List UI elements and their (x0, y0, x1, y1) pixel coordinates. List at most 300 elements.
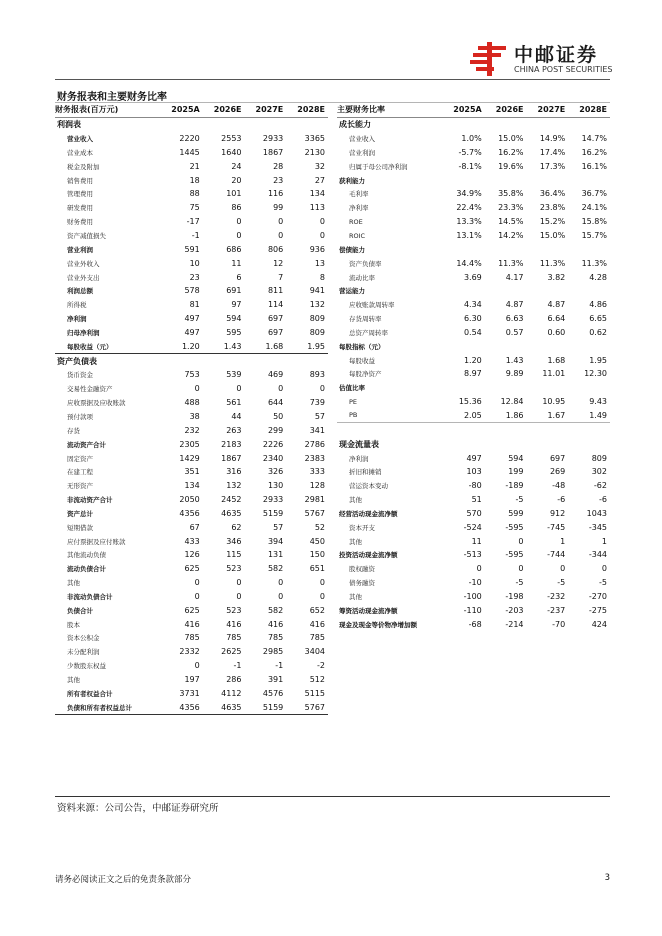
row-label: 未分配利润 (67, 648, 100, 657)
footer-disclaimer: 请务必阅读正文之后的免责条款部分 (55, 875, 192, 885)
value-cell: 326 (267, 467, 284, 477)
table-row (55, 423, 328, 437)
row-label: 资本开支 (349, 523, 375, 532)
value-cell: -1 (275, 661, 284, 671)
value-cell (527, 173, 569, 187)
value-cell: 2340 (262, 453, 284, 463)
table-row (337, 326, 610, 340)
value-cell (443, 242, 485, 256)
left-header-cell: 2028E (286, 103, 328, 117)
row-label: 获利能力 (339, 176, 365, 185)
value-cell (568, 437, 610, 451)
value-cell: 697 (267, 327, 284, 337)
value-cell: 44 (231, 411, 242, 421)
company-logo (470, 40, 620, 78)
row-label: 流动负债合计 (67, 565, 106, 574)
value-cell: 1.95 (286, 339, 328, 353)
row-label: 短期借款 (67, 523, 93, 532)
value-cell: 0 (319, 217, 325, 227)
value-cell: 15.36 (458, 397, 482, 407)
table-row (337, 409, 610, 423)
row-label: 归属于母公司净利润 (349, 162, 408, 171)
value-cell (527, 284, 569, 298)
value-cell: -270 (588, 591, 607, 601)
value-cell: 1867 (221, 453, 242, 463)
value-cell: 0 (236, 578, 242, 588)
value-cell: 4356 (161, 700, 203, 714)
value-cell: 17.3% (539, 161, 566, 171)
value-cell: 1.86 (485, 409, 527, 423)
table-row (337, 534, 610, 548)
value-cell: 11.3% (581, 258, 607, 268)
value-cell: 3.69 (463, 272, 482, 282)
row-label: 总资产周转率 (349, 328, 388, 337)
value-cell: 62 (231, 522, 242, 532)
value-cell: 591 (184, 244, 200, 254)
value-cell (443, 423, 485, 437)
value-cell: 128 (309, 481, 325, 491)
row-label: 预付款项 (67, 412, 93, 421)
table-row (55, 410, 328, 424)
value-cell: 126 (184, 550, 200, 560)
value-cell: 785 (226, 633, 242, 643)
value-cell (443, 173, 485, 187)
value-cell: 4.34 (463, 300, 482, 310)
value-cell: 2553 (221, 134, 242, 144)
row-label: 非流动资产合计 (67, 496, 113, 505)
value-cell: 2933 (262, 134, 284, 144)
value-cell: -80 (468, 481, 482, 491)
value-cell: -595 (505, 550, 524, 560)
table-row (55, 201, 328, 215)
row-label: 营业收入 (67, 135, 93, 144)
value-cell: 32 (314, 161, 325, 171)
value-cell: 2220 (179, 134, 200, 144)
value-cell: 11.01 (542, 369, 566, 379)
value-cell: 4.86 (589, 300, 607, 310)
row-label: 营运资本变动 (349, 482, 388, 491)
value-cell: 1043 (586, 508, 607, 518)
table-row (337, 562, 610, 576)
value-cell (485, 284, 527, 298)
value-cell: -189 (505, 481, 524, 491)
row-label: 毛利率 (349, 190, 369, 199)
value-cell: 14.4% (456, 258, 482, 268)
value-cell: 4112 (221, 688, 242, 698)
value-cell: 1640 (221, 147, 242, 157)
row-label: 归母净利润 (67, 328, 100, 337)
value-cell: 16.1% (581, 161, 607, 171)
table-row (55, 396, 328, 410)
value-cell: 103 (466, 467, 482, 477)
value-cell: 18 (189, 175, 200, 185)
value-cell: 232 (184, 425, 200, 435)
table-row (337, 520, 610, 534)
row-label: 利润表 (57, 120, 81, 130)
table-row (337, 465, 610, 479)
row-label: 资产负债表 (57, 356, 97, 366)
row-label: PE (349, 397, 358, 406)
value-cell: 582 (267, 564, 284, 574)
value-cell (568, 242, 610, 256)
table-row (337, 270, 610, 284)
value-cell: 497 (466, 453, 482, 463)
value-cell: 3365 (304, 134, 325, 144)
value-cell: -275 (588, 605, 607, 615)
left-header-cell: 财务报表(百万元) (55, 103, 161, 117)
value-cell: 3731 (179, 688, 200, 698)
value-cell: 316 (226, 467, 242, 477)
value-cell: 24.1% (581, 203, 607, 213)
table-row (55, 506, 328, 520)
value-cell: 132 (309, 300, 325, 310)
value-cell (443, 437, 485, 451)
value-cell: 11.3% (498, 258, 524, 268)
value-cell: 753 (184, 370, 200, 380)
value-cell: 19.6% (498, 161, 524, 171)
row-label: ROE (349, 217, 363, 226)
value-cell: 570 (466, 508, 482, 518)
value-cell: 0 (518, 536, 524, 546)
value-cell: 2452 (221, 495, 242, 505)
value-cell (527, 117, 569, 131)
value-cell: 0 (319, 591, 325, 601)
table-row (337, 312, 610, 326)
value-cell: 35.8% (498, 189, 524, 199)
table-row (55, 284, 328, 298)
value-cell: -5 (515, 578, 524, 588)
value-cell: 0 (319, 231, 325, 241)
table-row (55, 686, 328, 700)
value-cell: 6.30 (463, 314, 482, 324)
value-cell (245, 354, 287, 368)
table-row (55, 673, 328, 687)
value-cell: 1.67 (527, 409, 569, 423)
value-cell: 15.8% (581, 217, 607, 227)
value-cell: 10.95 (542, 397, 566, 407)
value-cell: 594 (508, 453, 524, 463)
row-label: 应收账款周转率 (349, 301, 395, 310)
table-row (337, 229, 610, 243)
table-row (337, 353, 610, 367)
table-row (55, 617, 328, 631)
value-cell: 582 (267, 605, 284, 615)
value-cell: 11.3% (539, 258, 566, 268)
row-label: 资本公积金 (67, 634, 100, 643)
value-cell: 13 (314, 258, 325, 268)
row-label: 每股收益（元） (55, 339, 161, 353)
value-cell: -68 (468, 619, 482, 629)
value-cell: 286 (226, 675, 242, 685)
table-row (55, 631, 328, 645)
value-cell: 57 (273, 522, 284, 532)
row-label: 股权融资 (349, 565, 375, 574)
row-label: 现金及现金等价物净增加额 (339, 620, 417, 629)
table-row (55, 132, 328, 146)
value-cell: 114 (267, 300, 284, 310)
row-label: 资产负债率 (349, 259, 382, 268)
value-cell: 0 (194, 591, 200, 601)
row-label: 负债合计 (67, 606, 93, 615)
row-label: 营业利润 (67, 245, 93, 254)
row-label: 营业外收入 (67, 259, 100, 268)
row-label: 所有者权益合计 (67, 689, 113, 698)
value-cell: 0 (518, 564, 524, 574)
value-cell: 36.4% (539, 189, 566, 199)
value-cell: 23 (273, 175, 284, 185)
value-cell: -1 (191, 231, 200, 241)
value-cell: 12.30 (584, 369, 607, 379)
table-row (337, 367, 610, 381)
row-label: 股本 (67, 620, 80, 629)
value-cell: 14.9% (539, 134, 566, 144)
value-cell: 1.49 (568, 409, 610, 423)
row-label: 应收票据及应收账款 (67, 399, 126, 408)
value-cell: 652 (309, 605, 325, 615)
row-label: 在建工程 (67, 468, 93, 477)
value-cell: 2786 (304, 439, 325, 449)
left-header-cell: 2027E (245, 103, 287, 117)
value-cell: 697 (267, 314, 284, 324)
right-header-cell: 2028E (568, 103, 610, 117)
value-cell: 2985 (262, 647, 284, 657)
value-cell: 8 (319, 272, 325, 282)
row-label: 营业外支出 (67, 273, 100, 282)
section-row (55, 354, 328, 368)
row-label: 营业利润 (349, 148, 375, 157)
value-cell (485, 242, 527, 256)
row-label: 利润总额 (67, 287, 93, 296)
value-cell: 806 (267, 244, 284, 254)
value-cell: 0 (278, 217, 284, 227)
value-cell: 15.0% (539, 231, 566, 241)
left-header-cell: 2026E (203, 103, 245, 117)
value-cell: 416 (184, 619, 200, 629)
table-row (55, 465, 328, 479)
value-cell: -232 (547, 591, 566, 601)
row-label: 其他 (67, 579, 80, 588)
row-label: PB (337, 409, 443, 423)
value-cell: 809 (591, 453, 607, 463)
value-cell: 5767 (286, 700, 328, 714)
value-cell: 488 (184, 398, 200, 408)
value-cell: 497 (184, 327, 200, 337)
value-cell: 1445 (179, 147, 200, 157)
row-label: 其他 (349, 496, 362, 505)
value-cell: 416 (267, 619, 284, 629)
value-cell: 809 (309, 327, 325, 337)
value-cell: -62 (593, 481, 607, 491)
financial-statements-table (55, 103, 328, 715)
value-cell (527, 437, 569, 451)
row-label: 净利润 (349, 454, 369, 463)
value-cell: 23 (189, 272, 200, 282)
value-cell: 23.8% (539, 203, 566, 213)
value-cell: 512 (309, 675, 325, 685)
value-cell: 4.28 (589, 272, 607, 282)
logo-text-cn: 中邮证券 (514, 44, 599, 66)
value-cell: 936 (309, 244, 325, 254)
value-cell: 0 (278, 591, 284, 601)
value-cell: 346 (226, 536, 242, 546)
table-row (337, 201, 610, 215)
value-cell: 3404 (304, 647, 325, 657)
value-cell: 113 (309, 203, 325, 213)
value-cell: 263 (226, 425, 242, 435)
value-cell: -48 (552, 481, 566, 491)
value-cell: 5115 (304, 688, 325, 698)
row-label: 负债和所有者权益总计 (55, 700, 161, 714)
value-cell: 11 (471, 536, 482, 546)
value-cell: 2383 (304, 453, 325, 463)
value-cell: 81 (189, 300, 200, 310)
value-cell: 99 (273, 203, 284, 213)
value-cell: -344 (588, 550, 607, 560)
value-cell: 52 (314, 522, 325, 532)
value-cell: 1.43 (203, 339, 245, 353)
table-row (337, 395, 610, 409)
row-label: 应付票据及应付账款 (67, 537, 126, 546)
value-cell: 523 (226, 605, 242, 615)
value-cell: 13.1% (456, 231, 482, 241)
value-cell: -595 (505, 522, 524, 532)
value-cell (527, 381, 569, 395)
value-cell: 1867 (262, 147, 284, 157)
row-label: 其他流动负债 (67, 551, 106, 560)
value-cell: 523 (226, 564, 242, 574)
value-cell: -745 (547, 522, 566, 532)
value-cell: 36.7% (581, 189, 607, 199)
row-label: 营业收入 (349, 135, 375, 144)
row-label: 成长能力 (339, 120, 371, 130)
value-cell: 0 (278, 578, 284, 588)
value-cell: 0 (194, 384, 200, 394)
value-cell: 0 (236, 217, 242, 227)
row-label: 其他 (349, 537, 362, 546)
value-cell: 299 (267, 425, 284, 435)
value-cell: 88 (189, 189, 200, 199)
row-label: 折旧和摊销 (349, 468, 382, 477)
table-row (337, 132, 610, 146)
value-cell: 6.64 (547, 314, 566, 324)
value-cell: 0 (236, 384, 242, 394)
value-cell: 8.97 (463, 369, 482, 379)
value-cell: 785 (184, 633, 200, 643)
value-cell (245, 117, 287, 131)
table-row (55, 479, 328, 493)
value-cell: 625 (184, 605, 200, 615)
value-cell (443, 284, 485, 298)
value-cell (485, 173, 527, 187)
row-label: 非流动负债合计 (67, 592, 113, 601)
section-row (55, 117, 328, 131)
value-cell: 785 (309, 633, 325, 643)
value-cell: 912 (549, 508, 566, 518)
value-cell: 50 (273, 411, 284, 421)
value-cell: 1.95 (589, 355, 607, 365)
row-label: 偿债能力 (339, 245, 365, 254)
value-cell: 4.17 (505, 272, 524, 282)
value-cell: -198 (505, 591, 524, 601)
value-cell: 1.68 (547, 355, 566, 365)
value-cell: 2981 (304, 495, 325, 505)
table-row (55, 590, 328, 604)
table-row (337, 381, 610, 395)
row-label: 净利润 (67, 315, 87, 324)
value-cell: 16.2% (498, 147, 524, 157)
value-cell: -10 (468, 578, 482, 588)
value-cell: -100 (463, 591, 482, 601)
value-cell (568, 339, 610, 353)
value-cell (485, 423, 527, 437)
left-header-cell: 2025A (161, 103, 203, 117)
row-label: 存货周转率 (349, 315, 382, 324)
row-label: 销售费用 (67, 176, 93, 185)
value-cell: 2332 (179, 647, 200, 657)
row-label: 投资活动现金流净额 (339, 551, 398, 560)
value-cell: 115 (226, 550, 242, 560)
value-cell: 595 (226, 327, 242, 337)
value-cell: 6.63 (505, 314, 524, 324)
value-cell: 2130 (304, 147, 325, 157)
value-cell: 6.65 (589, 314, 607, 324)
table-row (337, 451, 610, 465)
value-cell: -237 (547, 605, 566, 615)
table-row (55, 659, 328, 673)
table-row (55, 382, 328, 396)
row-label: 其他 (67, 676, 80, 685)
row-label: 财务费用 (67, 218, 93, 227)
value-cell: 14.2% (498, 231, 524, 241)
table-bottom-divider (55, 796, 610, 797)
table-row (55, 576, 328, 590)
value-cell: 941 (309, 286, 325, 296)
table-row (337, 590, 610, 604)
value-cell: -744 (547, 550, 566, 560)
value-cell: 785 (267, 633, 284, 643)
value-cell (203, 117, 245, 131)
row-label: 其他 (349, 592, 362, 601)
value-cell: -6 (557, 495, 566, 505)
value-cell: 9.89 (505, 369, 524, 379)
value-cell: 4356 (179, 508, 200, 518)
value-cell: 15.7% (581, 231, 607, 241)
table-row (55, 493, 328, 507)
row-label (337, 423, 443, 437)
row-label: 营运能力 (339, 287, 365, 296)
table-row (337, 603, 610, 617)
value-cell (568, 423, 610, 437)
table-row (55, 603, 328, 617)
row-label: 货币资金 (67, 371, 93, 380)
value-cell (443, 339, 485, 353)
table-row (55, 520, 328, 534)
value-cell: -203 (505, 605, 524, 615)
value-cell: 7 (278, 272, 284, 282)
value-cell (568, 284, 610, 298)
value-cell: -5.7% (458, 147, 482, 157)
right-header-cell: 主要财务比率 (337, 103, 443, 117)
value-cell: 2933 (262, 495, 284, 505)
table-row (337, 506, 610, 520)
value-cell (568, 117, 610, 131)
value-cell: 1.0% (461, 134, 482, 144)
value-cell (485, 381, 527, 395)
value-cell: 134 (309, 189, 325, 199)
value-cell: 391 (267, 675, 284, 685)
value-cell: -5 (599, 578, 607, 588)
value-cell: -5 (515, 495, 524, 505)
